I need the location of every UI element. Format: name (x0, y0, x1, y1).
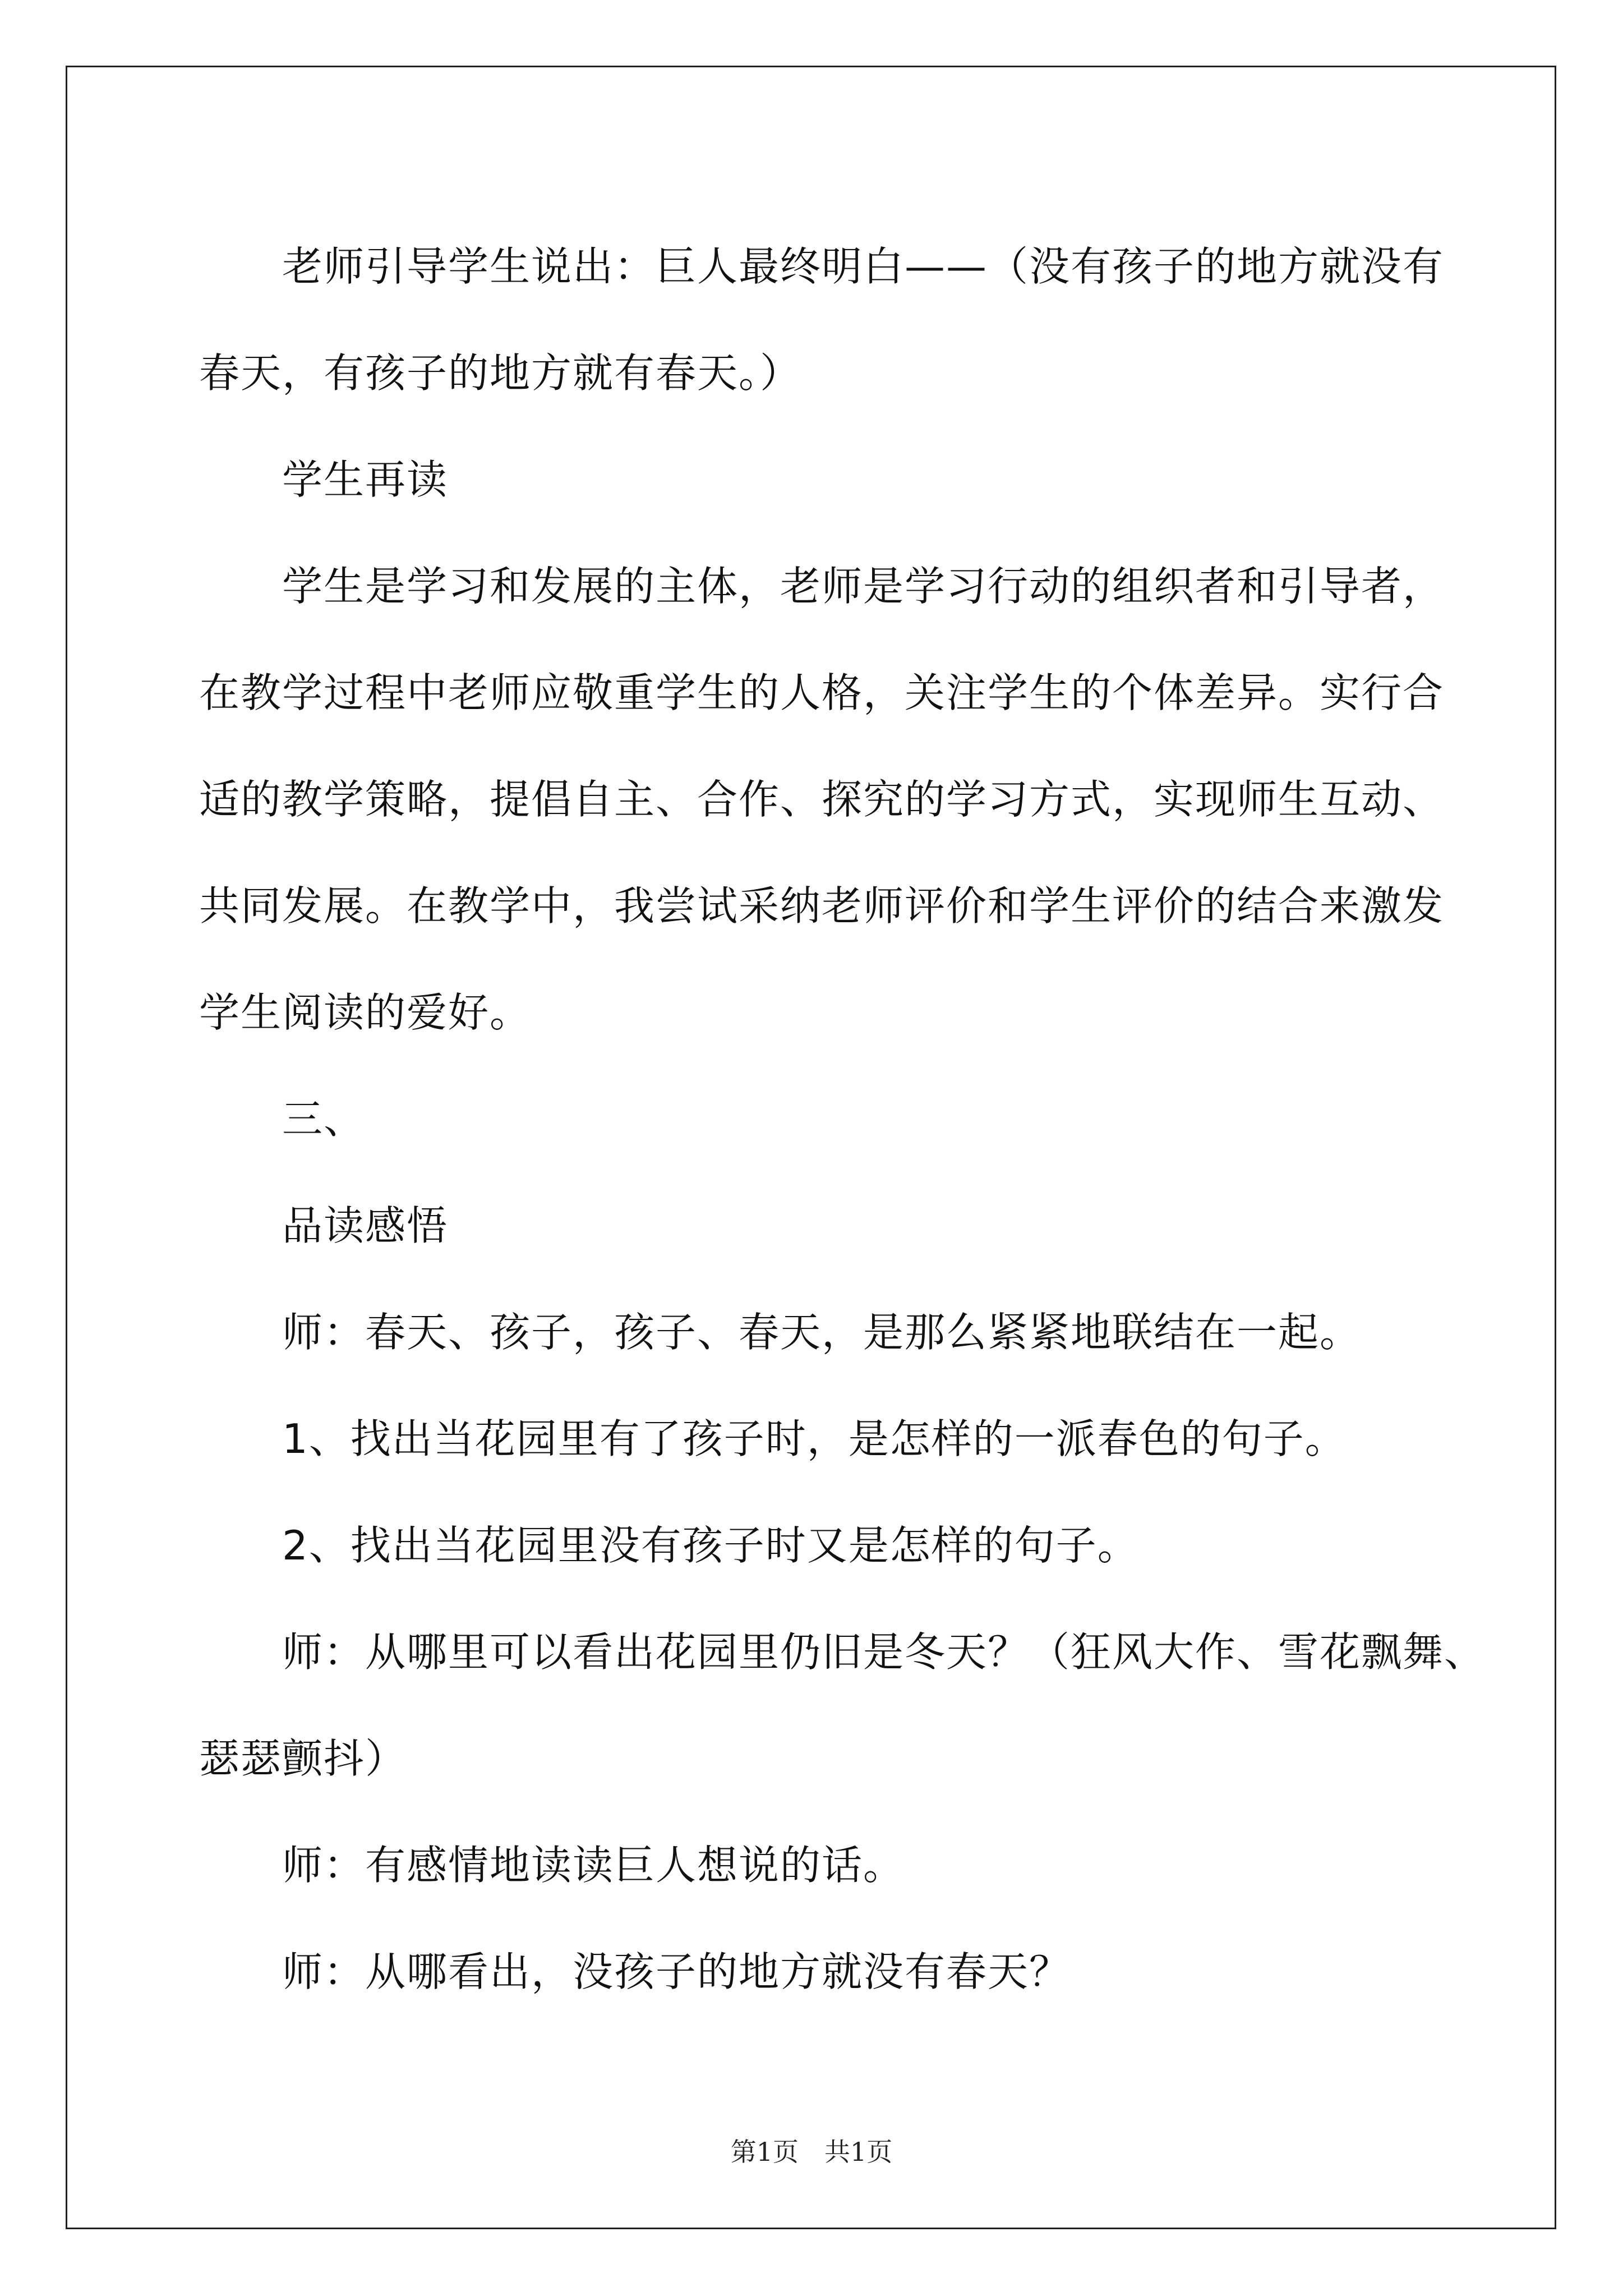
paragraph-line: 春天，有孩子的地方就有春天。） (199, 349, 802, 397)
list-item: 2、找出当花园里没有孩子时又是怎样的句子。 (282, 1522, 1139, 1569)
paragraph-line: 学生阅读的爱好。 (199, 989, 532, 1036)
section-heading: 品读感悟 (282, 1202, 449, 1249)
paragraph-line: 师：从哪里可以看出花园里仍旧是冬天？（狂风大作、雪花飘舞、 (282, 1628, 1486, 1676)
paragraph-line: 瑟瑟颤抖） (199, 1735, 407, 1782)
paragraph-line: 师：从哪看出，没孩子的地方就没有春天？ (282, 1948, 1071, 1995)
paragraph-line: 学生再读 (282, 456, 449, 503)
document-body (199, 213, 1486, 2025)
paragraph-line: 适的教学策略，提倡自主、合作、探究的学习方式，实现师生互动、 (199, 776, 1445, 823)
page-footer: 第1页 共1页 (730, 2137, 893, 2167)
section-number: 三、 (282, 1096, 366, 1143)
paragraph-line: 学生是学习和发展的主体，老师是学习行动的组织者和引导者， (282, 563, 1445, 610)
paragraph-line: 师：春天、孩子，孩子、春天，是那么紧紧地联结在一起。 (282, 1309, 1362, 1356)
paragraph-line: 共同发展。在教学中，我尝试采纳老师评价和学生评价的结合来激发 (199, 882, 1445, 930)
paragraph-line: 师：有感情地读读巨人想说的话。 (282, 1842, 905, 1889)
paragraph-line: 老师引导学生说出：巨人最终明白——（没有孩子的地方就没有 (282, 243, 1445, 290)
list-item: 1、找出当花园里有了孩子时，是怎样的一派春色的句子。 (282, 1415, 1347, 1462)
paragraph-line: 在教学过程中老师应敬重学生的人格，关注学生的个体差异。实行合 (199, 669, 1445, 716)
